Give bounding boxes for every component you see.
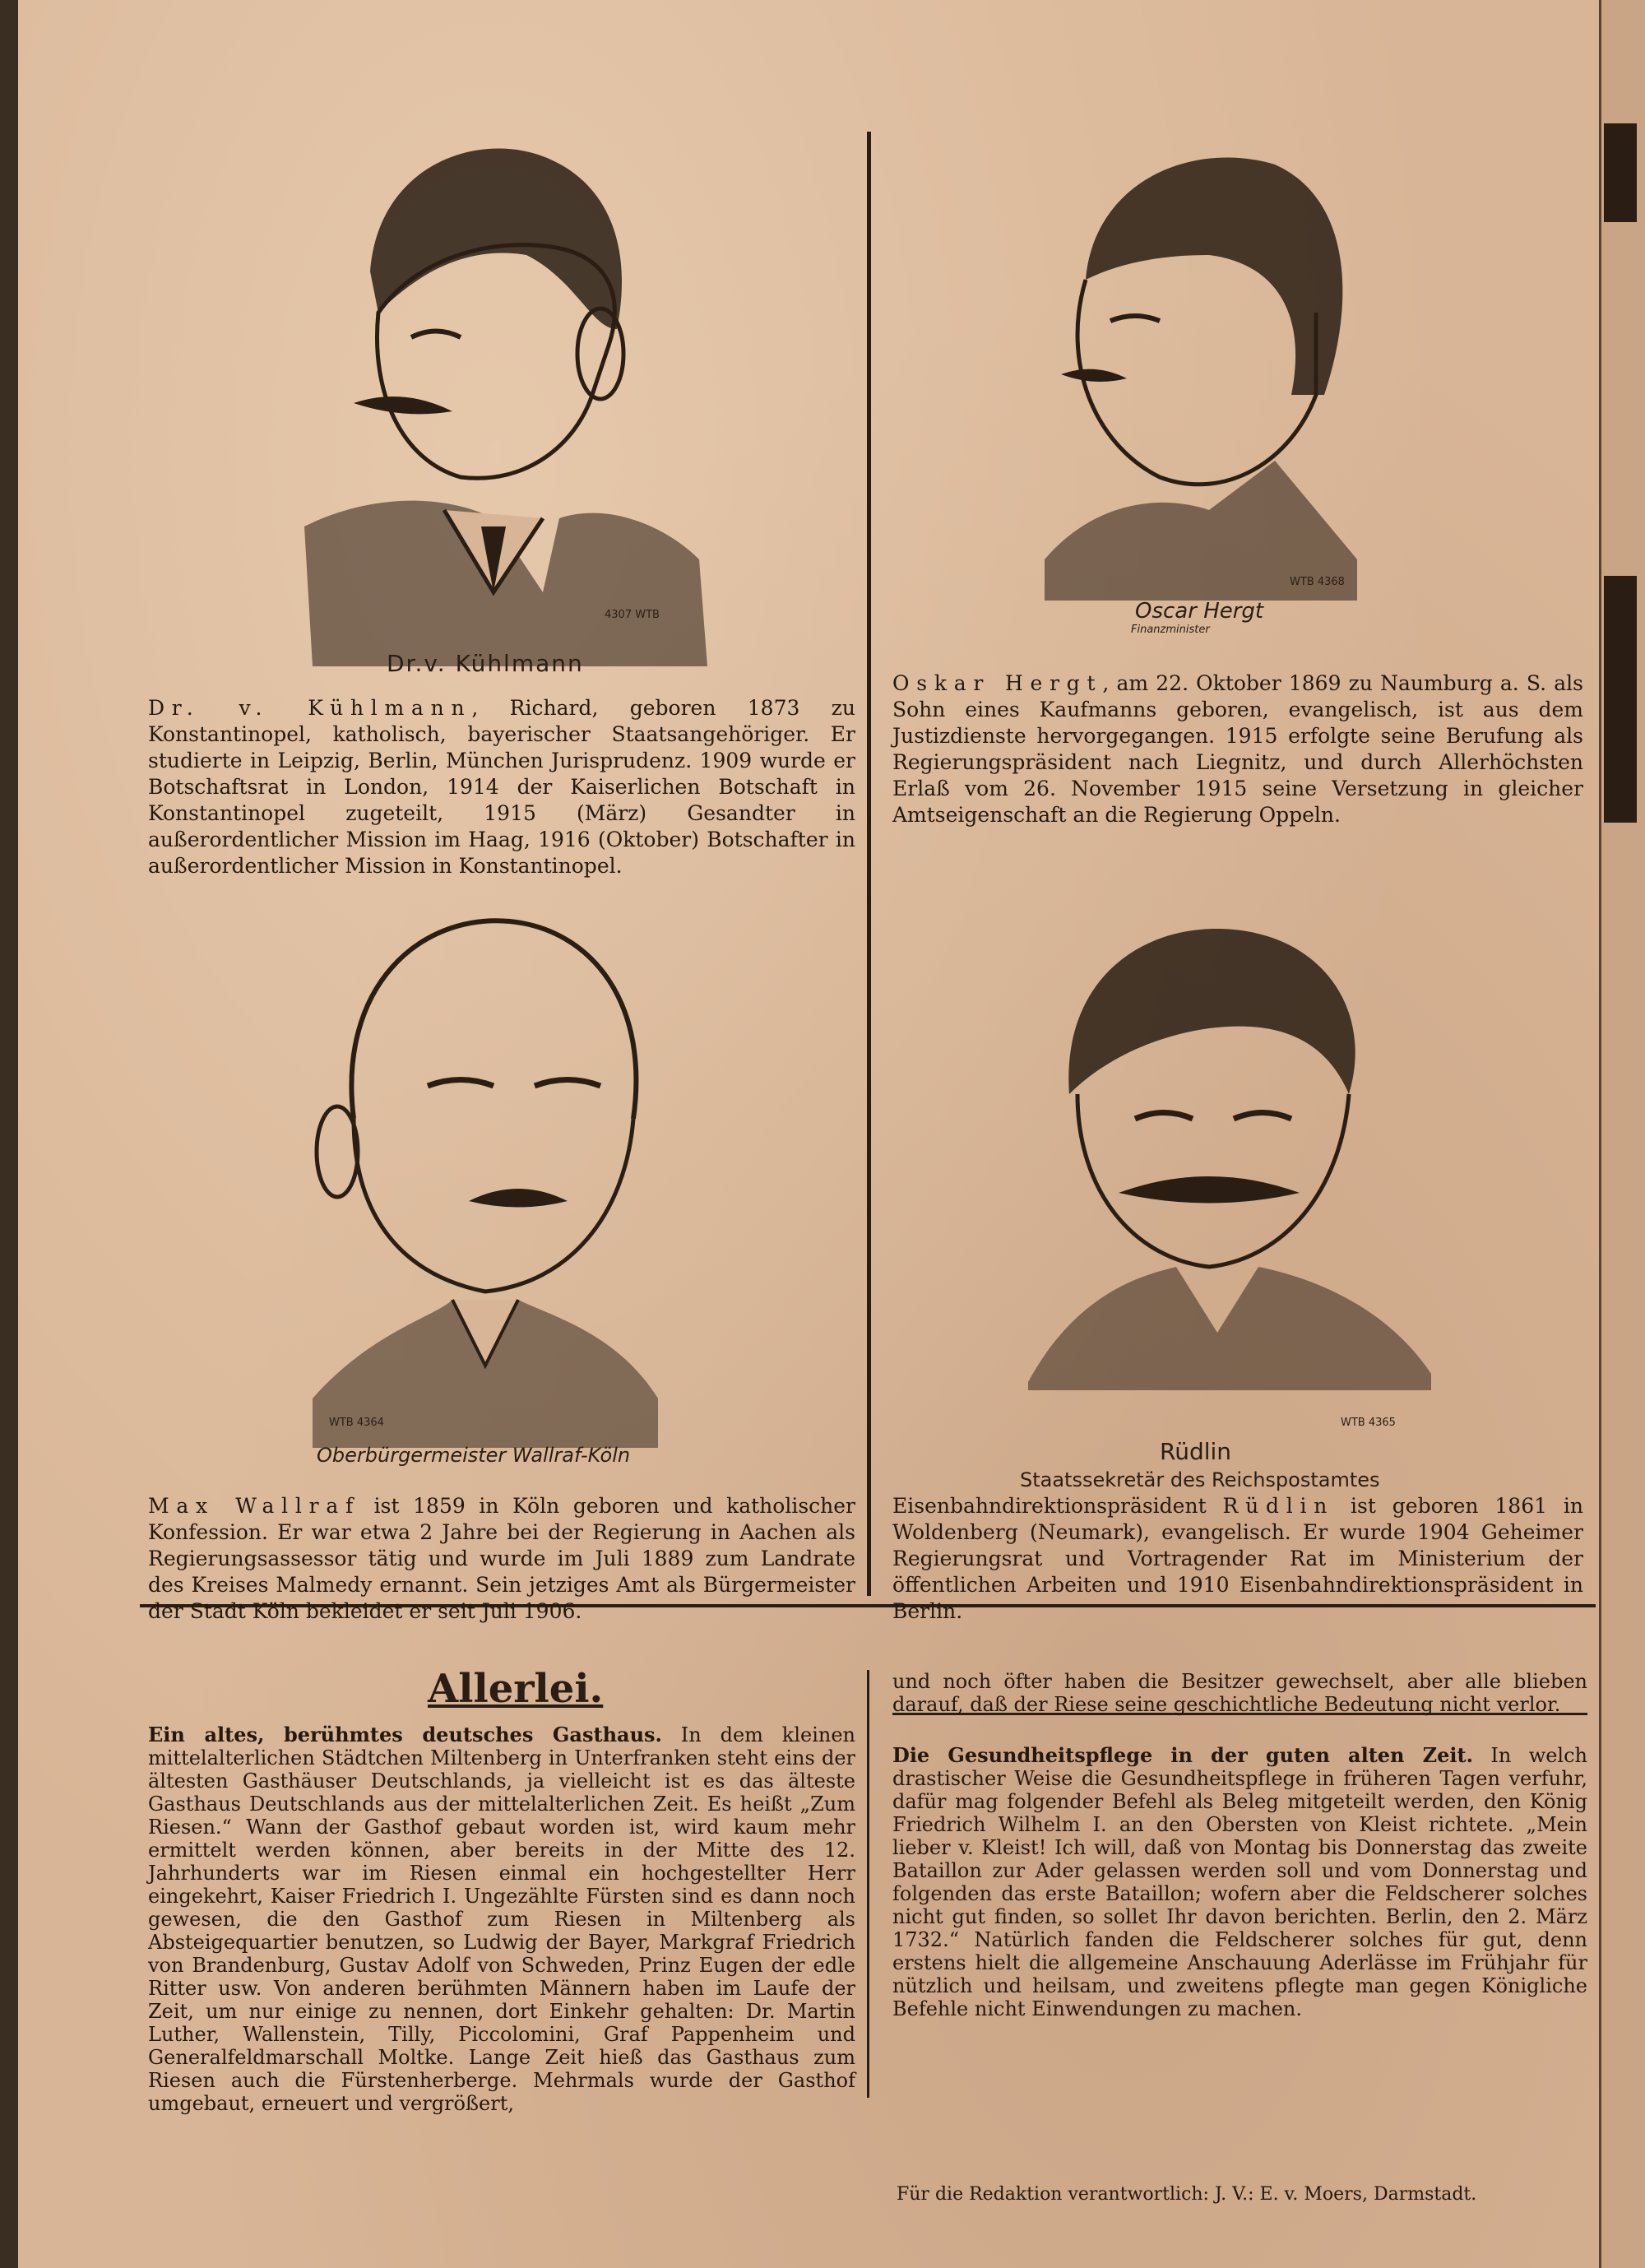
portrait-caption: Dr.v. Kühlmann [387, 650, 584, 677]
portrait-hergt [1045, 148, 1374, 601]
bio-text: , Richard, geboren 1873 zu Konstantinopel, katholisch, bayerischer Staatsangehöriger. Er studierte in Leipzig, Berlin, München Jurisprudenz. 1909 wurde er Botschaftsrat in London, 1914 der Kaiserlichen Botschaft in Konstantinopel zugeteilt, 1915 (März) Gesandter in außerordentlicher Mission im Haag, 1916 (Oktober) Botschafter in außerordentlicher Mission in Konstantinopel. [148, 696, 855, 878]
bio-name: Dr. v. Kühlmann [148, 696, 472, 720]
column-divider [867, 132, 871, 1596]
wtb-mark: WTB 4364 [329, 1417, 384, 1429]
wtb-mark: WTB 4365 [1341, 1417, 1396, 1429]
edge-ink-mark [1604, 576, 1637, 823]
wtb-mark: 4307 WTB [605, 609, 660, 621]
bio-text: , am 22. Oktober 1869 zu Naumburg a. S. als Sohn eines Kaufmanns geboren, evangelisch, ist aus dem Justizdienste hervorgegangen. 1915 erfolgte seine Berufung als Regierungspräsident nach Liegnitz, und durch Allerhöchsten Erlaß vom 26. November 1915 seine Versetzung in gleicher Amtseigenschaft an die Regierung Oppeln. [892, 671, 1584, 827]
article-text: In dem kleinen mittelalterlichen Städtchen Miltenberg in Unterfranken steht eins der ältesten Gasthäuser Deutschlands, ja vielleicht ist es das älteste Gasthaus Deutschlands aus der mittelalterlichen Zeit. Es heißt „Zum Riesen.“ Wann der Gasthof gebaut worden ist, wird kaum mehr ermittelt werden können, aber bereits in der Mitte des 12. Jahrhunderts war im Riesen einmal ein hochgestellter Herr eingekehrt, Kaiser Friedrich I. Ungezählte Fürsten sind es dann noch gewesen, die den Gasthof zum Riesen in Miltenberg als Absteigequartier benutzen, so Ludwig der Bayer, Markgraf Friedrich von Brandenburg, Gustav Adolf von Schweden, Prinz Eugen der edle Ritter usw. Von anderen berühmten Männern haben im Laufe der Zeit, um nur einige zu nennen, dort Einkehr gehalten: Dr. Martin Luther, Wallenstein, Tilly, Piccolomini, Graf Pappenheim und Generalfeldmarschall Moltke. Lange Zeit hieß das Gasthaus zum Riesen auch die Fürstenherberge. Mehrmals wurde der Gasthof umgebaut, erneuert und vergrößert, [148, 1723, 855, 2115]
article-heading: Ein altes, berühmtes deutsches Gasthaus. [148, 1723, 662, 1746]
bio-name-prefix: Eisenbahndirektionspräsident [892, 1494, 1223, 1518]
bio-name: Rüdlin [1222, 1494, 1335, 1518]
bio-name: Max Wallraf [148, 1494, 361, 1518]
edge-ink-mark [1604, 123, 1637, 222]
article-gesundheitspflege [892, 1744, 1587, 2020]
section-title: Allerlei. [428, 1666, 604, 1712]
bio-hergt [892, 670, 1583, 828]
article-gasthaus-continued: und noch öfter haben die Besitzer gewechselt, aber alle blieben darauf, daß der Riese seine geschichtliche Bedeutung nicht verlor. [892, 1670, 1587, 1716]
adjacent-page-edge [1599, 0, 1645, 2268]
article-gasthaus [148, 1723, 855, 2115]
bio-text: ist 1859 in Köln geboren und katholischer Konfession. Er war etwa 2 Jahre bei der Regierung in Aachen als Regierungsassessor tätig und wurde im Juli 1889 zum Landrate des Kreises Malmedy ernannt. Sein jetziges Amt als Bürgermeister der Stadt Köln bekleidet er seit Juli 1906. [148, 1494, 855, 1623]
article-heading: Die Gesundheitspflege in der guten alten Zeit. [892, 1743, 1473, 1767]
wtb-mark: WTB 4368 [1290, 576, 1345, 588]
editorial-footer: Für die Redaktion verantwortlich: J. V.: E. v. Moers, Darmstadt. [897, 2184, 1477, 2205]
portrait-caption: Oberbürgermeister Wallraf-Köln [317, 1444, 631, 1467]
portrait-caption: Rüdlin [1160, 1438, 1232, 1465]
bio-name: Oskar Hergt [892, 671, 1103, 695]
article-text: In welch drastischer Weise die Gesundheitspflege in früheren Tagen verfuhr, dafür mag folgender Befehl als Beleg mitgeteilt werden, den König Friedrich Wilhelm I. an den Obersten von Kleist richtete. „Mein lieber v. Kleist! Ich will, daß von Montag bis Donnerstag das zweite Bataillon zur Ader gelassen werden soll und vom Donnerstag und folgenden das erste Bataillon; wofern aber die Feldscherer solches nicht gut finden, so sollet Ihr davon berichten. Berlin, den 2. März 1732.“ Natürlich fanden die Feldscherer solches für gut, denn erstens hielt die allgemeine Anschauung Aderlässe im Frühjahr für nützlich und heilsam, und zweitens pflegte man gegen Königliche Befehle nicht Einwendungen zu machen. [892, 1744, 1588, 2020]
bio-ruedlin [892, 1493, 1583, 1625]
portrait-wallraf [304, 905, 666, 1448]
portrait-kuehlmann [280, 132, 724, 666]
bio-wallraf [148, 1493, 855, 1625]
bio-text: ist geboren 1861 in Woldenberg (Neumark), evangelisch. Er wurde 1904 Geheimer Regierungsrat und Vortragender Rat im Ministerium der öffentlichen Arbeiten und 1910 Eisenbahndirektionspräsident in Berlin. [892, 1494, 1584, 1623]
portrait-ruedlin [1028, 913, 1439, 1390]
column-divider-lower [867, 1670, 869, 2098]
portrait-subcaption: Finanzminister [1131, 624, 1210, 636]
portrait-subcaption: Staatssekretär des Reichspostamtes [1020, 1468, 1380, 1491]
bio-kuehlmann [148, 695, 855, 879]
portrait-caption: Oscar Hergt [1135, 599, 1264, 624]
